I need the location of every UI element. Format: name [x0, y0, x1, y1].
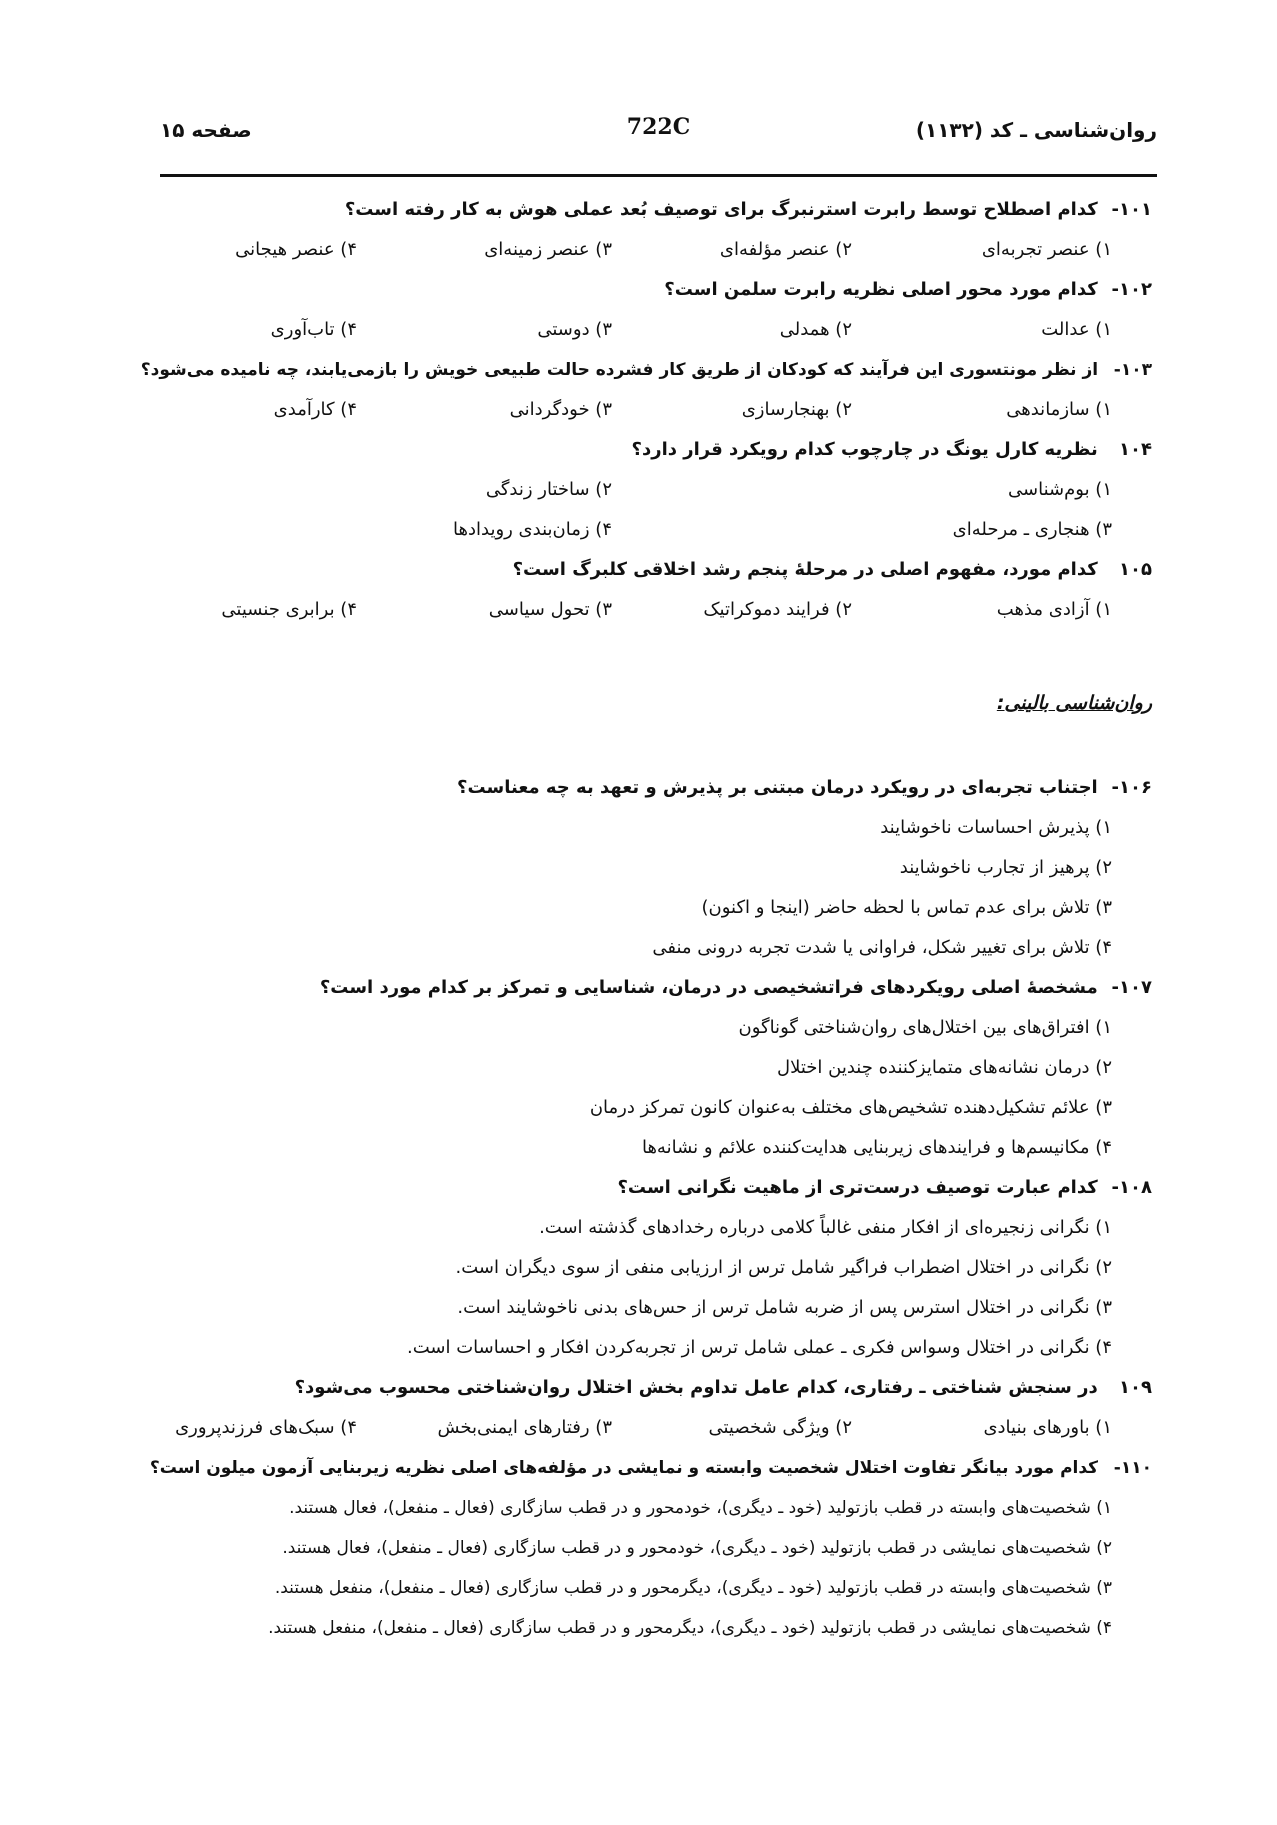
section-title: روان‌شناسی بالینی: — [996, 692, 1152, 714]
option-4: ۴) تلاش برای تغییر شکل، فراوانی یا شدت تجربه درونی منفی — [652, 937, 1112, 958]
option-1: ۱) پذیرش احساسات ناخوشایند — [880, 817, 1112, 838]
option-4: ۴) سبک‌های فرزندپروری — [175, 1417, 357, 1438]
question-110 — [140, 1448, 1152, 1488]
options-109 — [140, 1408, 1152, 1448]
option-3: ۳) عنصر زمینه‌ای — [484, 239, 612, 260]
questions-block-2 — [140, 768, 1152, 1648]
option-3: ۳) خودگردانی — [509, 399, 612, 420]
question-text: از نظر مونتسوری این فرآیند که کودکان از طریق کار فشرده حالت طبیعی خویش را بازمی‌یابند، چه نامیده می‌شود؟ — [140, 360, 1099, 380]
question-number: ۱۰۴ — [1119, 439, 1152, 460]
option-3: ۳) تحول سیاسی — [488, 599, 612, 620]
option-1: ۱) آزادی مذهب — [996, 599, 1112, 620]
question-102 — [140, 270, 1152, 310]
question-106 — [140, 768, 1152, 808]
option-3: ۳) تلاش برای عدم تماس با لحظه حاضر (اینجا و اکنون) — [701, 897, 1112, 918]
option-4: ۴) مکانیسم‌ها و فرایندهای زیربنایی هدایت‌کننده علائم و نشانه‌ها — [641, 1137, 1112, 1158]
option-2: ۲) شخصیت‌های نمایشی در قطب بازتولید (خود ـ دیگری)، خودمحور و در قطب سازگاری (فعال ـ منفعل)، فعال هستند. — [282, 1538, 1112, 1558]
question-number: ۱۰۸- — [1111, 1177, 1152, 1198]
question-109 — [140, 1368, 1152, 1408]
header-divider — [160, 174, 1157, 177]
option-3: ۳) شخصیت‌های وابسته در قطب بازتولید (خود ـ دیگری)، دیگرمحور و در قطب سازگاری (فعال ـ منفعل)، منفعل هستند. — [274, 1578, 1112, 1598]
option-2: ۲) بهنجارسازی — [741, 399, 852, 420]
question-text: کدام اصطلاح توسط رابرت استرنبرگ برای توصیف بُعد عملی هوش به کار رفته است؟ — [344, 199, 1098, 220]
option-1: ۱) افتراق‌های بین اختلال‌های روان‌شناختی گوناگون — [738, 1017, 1112, 1038]
question-text: نظریه کارل یونگ در چارچوب کدام رویکرد قرار دارد؟ — [631, 439, 1098, 460]
option-4: ۴) تاب‌آوری — [270, 319, 357, 340]
option-3: ۳) نگرانی در اختلال استرس پس از ضربه شامل ترس از حس‌های بدنی ناخوشایند است. — [457, 1297, 1112, 1318]
option-1: ۱) بوم‌شناسی — [1008, 479, 1112, 500]
question-105 — [140, 550, 1152, 590]
options-103 — [140, 390, 1152, 430]
question-number: ۱۰۳- — [1113, 360, 1152, 380]
question-text: کدام مورد، مفهوم اصلی در مرحلهٔ پنجم رشد اخلاقی کلبرگ است؟ — [512, 559, 1098, 580]
question-text: کدام مورد محور اصلی نظریه رابرت سلمن است؟ — [664, 279, 1098, 300]
question-number: ۱۰۲- — [1111, 279, 1152, 300]
option-2: ۲) عنصر مؤلفه‌ای — [719, 239, 852, 260]
question-number: ۱۰۵ — [1119, 559, 1152, 580]
option-1: ۱) سازماندهی — [1006, 399, 1112, 420]
option-2: ۲) پرهیز از تجارب ناخوشایند — [899, 857, 1112, 878]
option-3: ۳) دوستی — [537, 319, 612, 340]
question-number: ۱۰۹ — [1119, 1377, 1152, 1398]
option-4: ۴) عنصر هیجانی — [235, 239, 357, 260]
option-3: ۳) علائم تشکیل‌دهنده تشخیص‌های مختلف به‌عنوان کانون تمرکز درمان — [589, 1097, 1112, 1118]
option-4: ۴) برابری جنسیتی — [221, 599, 357, 620]
option-1: ۱) عنصر تجربه‌ای — [981, 239, 1112, 260]
question-text: اجتناب تجربه‌ای در رویکرد درمان مبتنی بر پذیرش و تعهد به چه معناست؟ — [457, 777, 1098, 798]
options-102 — [140, 310, 1152, 350]
option-2: ۲) فرایند دموکراتیک — [703, 599, 852, 620]
option-2: ۲) درمان نشانه‌های متمایزکننده چندین اختلال — [777, 1057, 1112, 1078]
question-text: در سنجش شناختی ـ رفتاری، کدام عامل تداوم بخش اختلال روان‌شناختی محسوب می‌شود؟ — [294, 1377, 1098, 1398]
options-105 — [140, 590, 1152, 630]
option-1: ۱) نگرانی زنجیره‌ای از افکار منفی غالباً کلامی درباره رخدادهای گذشته است. — [539, 1217, 1112, 1238]
option-3: ۳) هنجاری ـ مرحله‌ای — [952, 519, 1112, 540]
questions-block-1 — [140, 190, 1152, 630]
option-2: ۲) نگرانی در اختلال اضطراب فراگیر شامل ترس از ارزیابی منفی از سوی دیگران است. — [455, 1257, 1112, 1278]
option-4: ۴) کارآمدی — [273, 399, 357, 420]
question-108 — [140, 1168, 1152, 1208]
options-104-row-1 — [140, 470, 1152, 510]
options-101 — [140, 230, 1152, 270]
question-number: ۱۰۱- — [1111, 199, 1152, 220]
options-104-row-2 — [140, 510, 1152, 550]
booklet-code: 722C — [626, 114, 691, 140]
option-1: ۱) باورهای بنیادی — [983, 1417, 1112, 1438]
question-text: کدام مورد بیانگر تفاوت اختلال شخصیت وابسته و نمایشی در مؤلفه‌های اصلی نظریه زیربنایی آزمون میلون است؟ — [149, 1458, 1099, 1478]
question-number: ۱۰۶- — [1111, 777, 1152, 798]
question-text: کدام عبارت توصیف درست‌تری از ماهیت نگرانی است؟ — [617, 1177, 1098, 1198]
option-4: ۴) زمان‌بندی رویدادها — [453, 519, 612, 540]
option-4: ۴) نگرانی در اختلال وسواس فکری ـ عملی شامل ترس از تجربه‌کردن افکار و احساسات است. — [407, 1337, 1112, 1358]
option-2: ۲) همدلی — [779, 319, 852, 340]
question-103 — [140, 350, 1152, 390]
option-2: ۲) ویژگی شخصیتی — [708, 1417, 852, 1438]
question-text: مشخصهٔ اصلی رویکردهای فراتشخیصی در درمان، شناسایی و تمرکز بر کدام مورد است؟ — [319, 977, 1098, 998]
question-104 — [140, 430, 1152, 470]
question-number: ۱۱۰- — [1113, 1458, 1152, 1478]
option-2: ۲) ساختار زندگی — [485, 479, 612, 500]
option-1: ۱) شخصیت‌های وابسته در قطب بازتولید (خود ـ دیگری)، خودمحور و در قطب سازگاری (فعال ـ منفعل)، فعال هستند. — [289, 1498, 1112, 1518]
question-number: ۱۰۷- — [1111, 977, 1152, 998]
option-1: ۱) عدالت — [1041, 319, 1112, 340]
question-101 — [140, 190, 1152, 230]
page-number: صفحه ۱۵ — [160, 118, 252, 142]
question-107 — [140, 968, 1152, 1008]
option-3: ۳) رفتارهای ایمنی‌بخش — [437, 1417, 612, 1438]
subject-code: روان‌شناسی ـ کد (۱۱۳۲) — [915, 118, 1157, 142]
page-header — [160, 114, 1157, 158]
option-4: ۴) شخصیت‌های نمایشی در قطب بازتولید (خود ـ دیگری)، دیگرمحور و در قطب سازگاری (فعال ـ منفعل)، منفعل هستند. — [268, 1618, 1112, 1638]
